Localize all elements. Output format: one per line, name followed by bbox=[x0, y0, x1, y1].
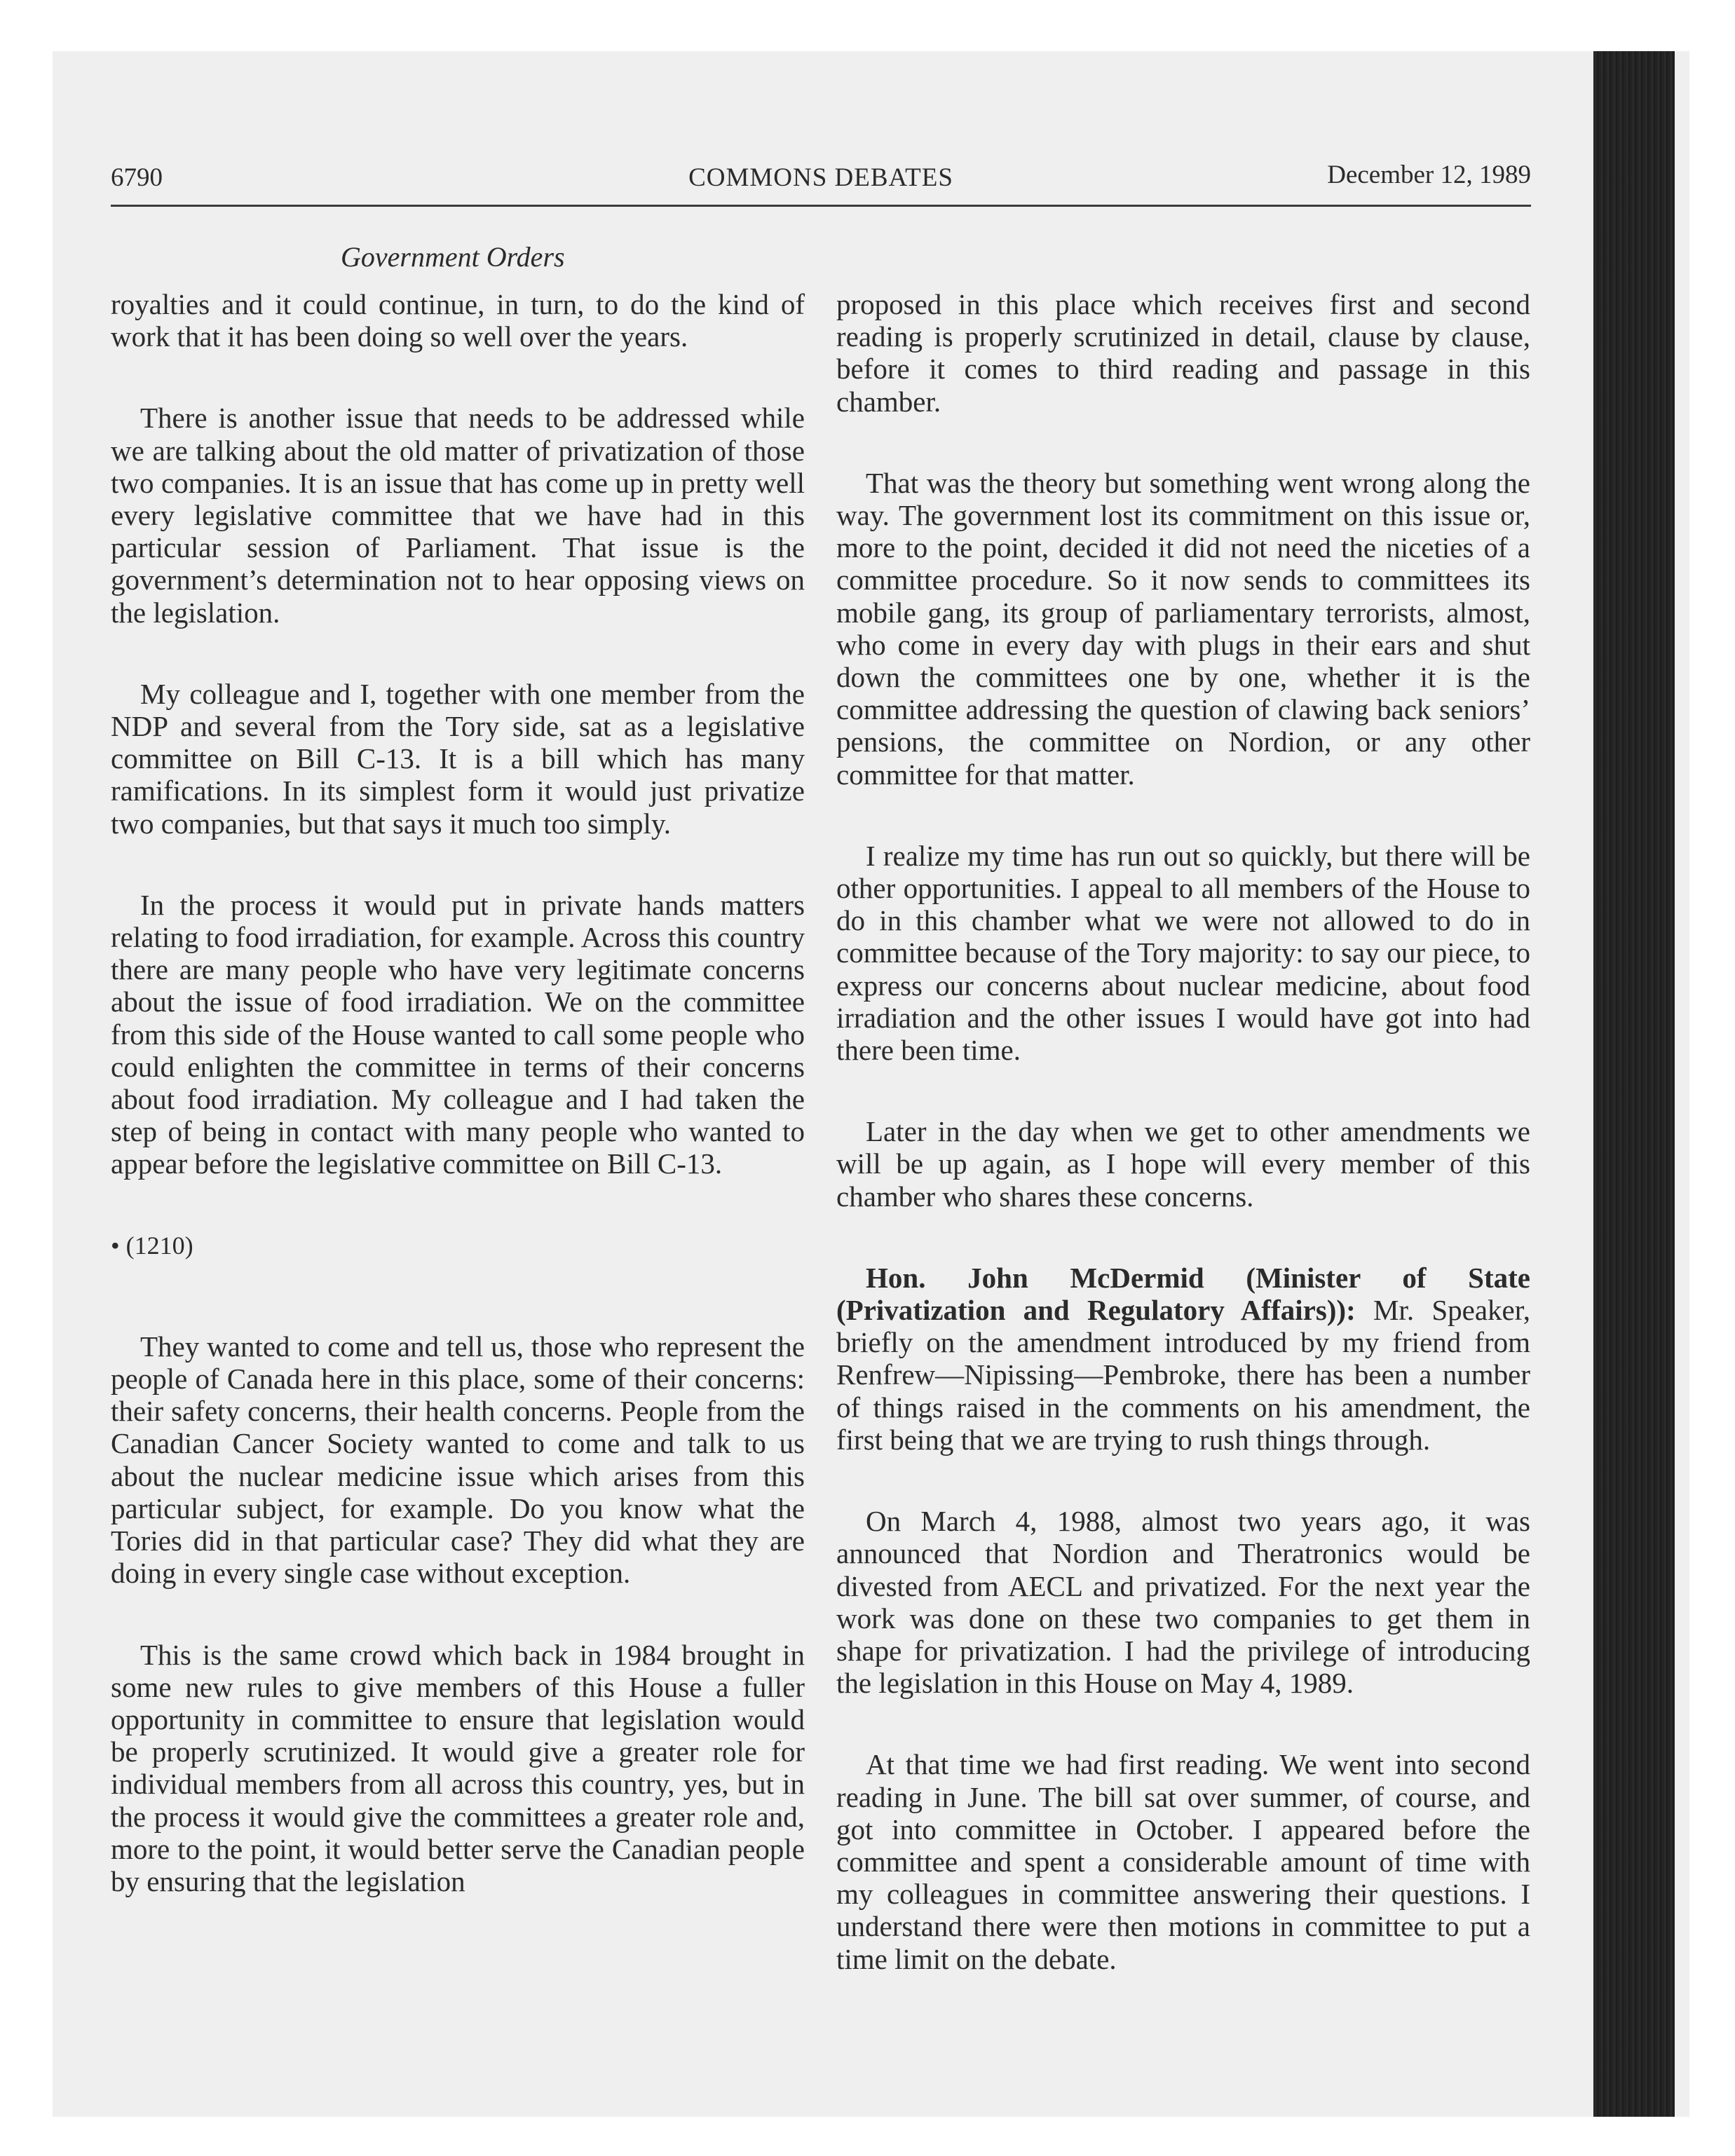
time-marker: • (1210) bbox=[111, 1231, 193, 1260]
paragraph: They wanted to come and tell us, those who represent the people of Canada here in this place, some of their concerns: their safety concerns, their health concerns. People from the Canadian Cancer Society wanted to come and talk to us about the nuclear medicine issue which arises from this particular subject, for example. Do you know what the Tories did in that particular case? They did what they are doing in every single case without exception. bbox=[111, 1330, 805, 1590]
paragraph: This is the same crowd which back in 1984 brought in some new rules to give members of this House a fuller opportunity in committee to ensure that legislation would be properly scrutinized. It would give a greater role for individual members from all across this country, yes, but in the process it would give the committees a greater role and, more to the point, it would better serve the Canadian people by ensuring that the legislation bbox=[111, 1638, 805, 1897]
speech-text: Mr. Speaker, briefly on the amendment introduced by my friend from Renfrew—Nipissing—Pembroke, there has been a number of things raised in the comments on his amendment, the first being that we are trying to rush things through. bbox=[836, 1294, 1530, 1456]
paragraph: In the process it would put in private hands matters relating to food irradiation, for example. Across this country there are many people who have very legitimate concerns about the issue of food irradiation. We on the committee from this side of the House wanted to call some people who could enlighten the committee in terms of their concerns about food irradiation. My colleague and I had taken the step of being in contact with many people who wanted to appear before the legislative committee on Bill C-13. bbox=[111, 888, 805, 1180]
paragraph: There is another issue that needs to be addressed while we are talking about the old matter of privatization of those two companies. It is an issue that has come up in pretty well every legislative committee that we have had in this particular session of Parliament. That issue is the government’s determination not to hear opposing views on the legislation. bbox=[111, 402, 805, 629]
paragraph: On March 4, 1988, almost two years ago, it was announced that Nordion and Theratronics would be divested from AECL and privatized. For the next year the work was done on these two companies to get them in shape for privatization. I had the privilege of introducing the legislation in this House on May 4, 1989. bbox=[836, 1505, 1530, 1700]
paragraph: royalties and it could continue, in turn, to do the kind of work that it has been doing so well over the years. bbox=[111, 288, 805, 353]
publication-title: COMMONS DEBATES bbox=[688, 163, 953, 192]
paragraph: proposed in this place which receives first and second reading is properly scrutinized in detail, clause by clause, before it comes to third reading and passage in this chamber. bbox=[836, 288, 1530, 418]
speaker-paragraph bbox=[836, 1262, 1530, 1456]
right-column bbox=[836, 288, 1530, 2024]
left-column bbox=[111, 288, 805, 1946]
paragraph: That was the theory but something went wrong along the way. The government lost its commitment on this issue or, more to the point, decided it did not need the niceties of a committee procedure. So it now sends to committees its mobile gang, its group of parliamentary terrorists, almost, who come in every day with plugs in their ears and shut down the committees one by one, whether it is the committee addressing the question of clawing back seniors’ pensions, the committee on Nordion, or any other committee for that matter. bbox=[836, 466, 1530, 791]
binding-edge-shadow bbox=[1593, 51, 1675, 2117]
debate-date: December 12, 1989 bbox=[1327, 161, 1531, 189]
paragraph: I realize my time has run out so quickly, but there will be other opportunities. I appeal to all members of the House to do in this chamber what we were not allowed to do in committee because of the Tory majority: to say our piece, to express our concerns about nuclear medicine, about food irradiation and the other issues I would have got into had there been time. bbox=[836, 839, 1530, 1067]
paragraph: At that time we had first reading. We went into second reading in June. The bill sat over summer, of course, and got into committee in October. I appeared before the committee and spent a considerable amount of time with my colleagues in committee answering their questions. I understand there were then motions in committee to put a time limit on the debate. bbox=[836, 1748, 1530, 1975]
page-number: 6790 bbox=[111, 163, 163, 192]
page-header bbox=[111, 163, 1531, 207]
paragraph: Later in the day when we get to other amendments we will be up again, as I hope will every member of this chamber who shares these concerns. bbox=[836, 1115, 1530, 1213]
paragraph: My colleague and I, together with one member from the NDP and several from the Tory side, sat as a legislative committee on Bill C-13. It is a bill which has many ramifications. In its simplest form it would just privatize two companies, but that says it much too simply. bbox=[111, 677, 805, 840]
speaker-name: Hon. John McDermid (Minister of State (Privatization and Regulatory Affairs)): bbox=[836, 1261, 1530, 1327]
section-heading: Government Orders bbox=[341, 241, 565, 273]
